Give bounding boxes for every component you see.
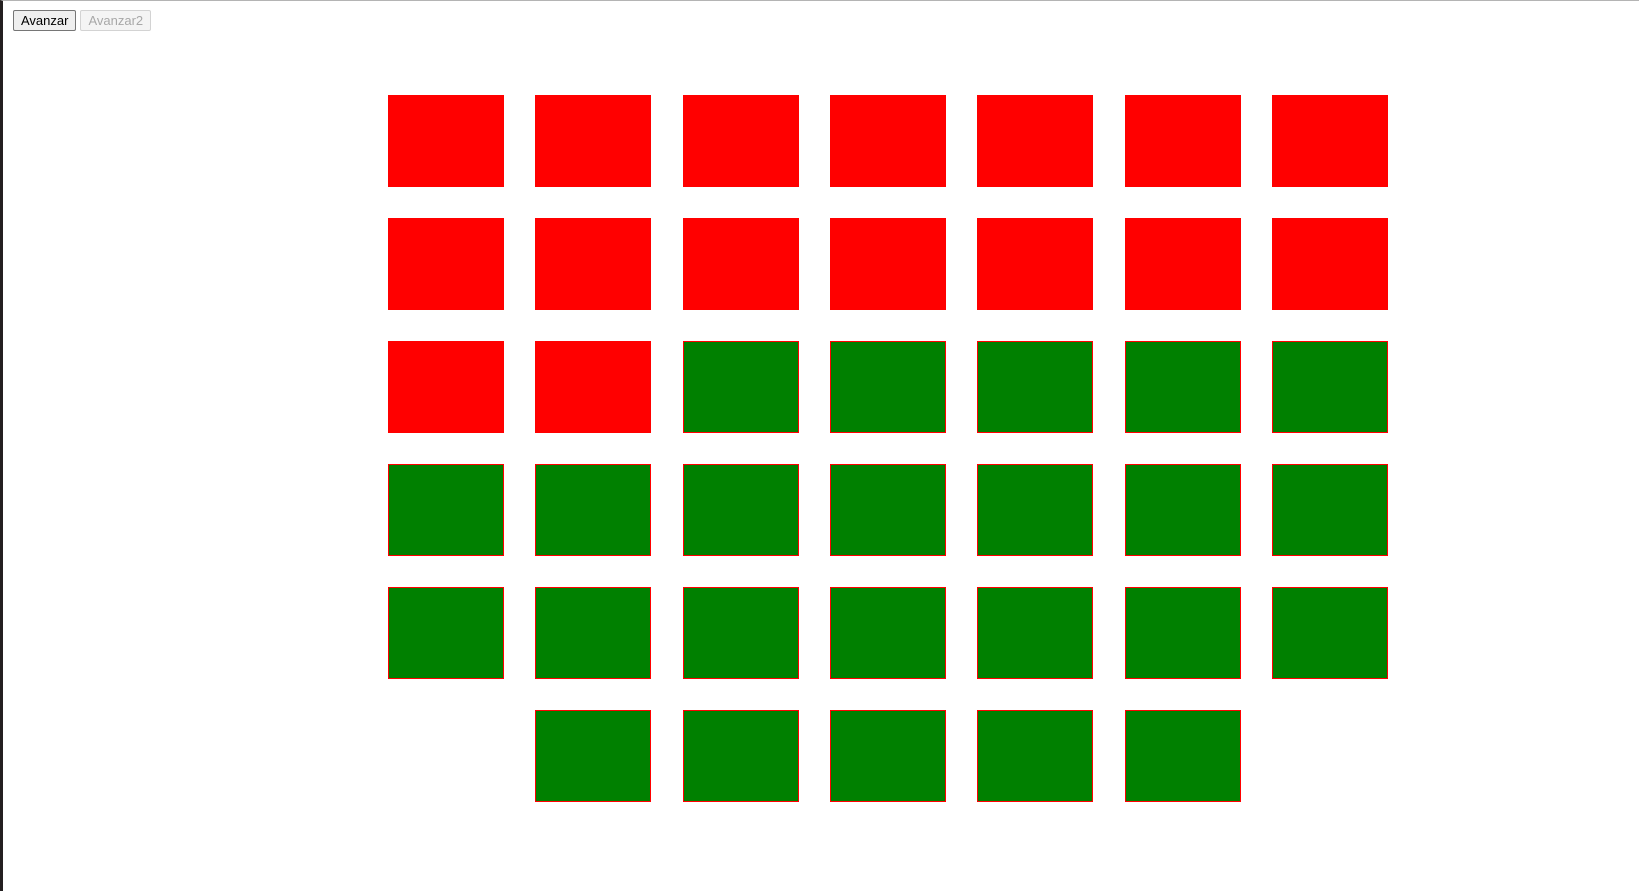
cell-grid — [3, 1, 1639, 892]
grid-cell-green — [535, 464, 651, 556]
avanzar2-button: Avanzar2 — [80, 10, 151, 31]
grid-cell-red — [1125, 95, 1241, 187]
grid-cell-red — [388, 218, 504, 310]
grid-cell-red — [388, 95, 504, 187]
grid-cell-red — [388, 341, 504, 433]
grid-cell-green — [1272, 464, 1388, 556]
grid-cell-red — [1272, 95, 1388, 187]
avanzar-button[interactable]: Avanzar — [13, 10, 76, 31]
grid-cell-green — [1125, 341, 1241, 433]
grid-cell-red — [683, 218, 799, 310]
grid-cell-red — [535, 341, 651, 433]
grid-cell-green — [388, 464, 504, 556]
grid-cell-red — [977, 95, 1093, 187]
grid-cell-green — [977, 710, 1093, 802]
grid-cell-green — [535, 710, 651, 802]
grid-cell-green — [683, 710, 799, 802]
grid-cell-red — [830, 95, 946, 187]
grid-cell-red — [830, 218, 946, 310]
grid-cell-green — [1272, 341, 1388, 433]
grid-cell-red — [535, 218, 651, 310]
grid-cell-green — [977, 464, 1093, 556]
grid-cell-green — [1125, 587, 1241, 679]
grid-cell-green — [535, 587, 651, 679]
grid-cell-green — [830, 341, 946, 433]
grid-cell-green — [388, 587, 504, 679]
grid-cell-green — [1272, 587, 1388, 679]
grid-cell-red — [1272, 218, 1388, 310]
grid-cell-red — [977, 218, 1093, 310]
grid-cell-green — [830, 587, 946, 679]
grid-cell-red — [1125, 218, 1241, 310]
grid-cell-green — [683, 464, 799, 556]
grid-cell-red — [683, 95, 799, 187]
grid-cell-green — [683, 341, 799, 433]
grid-cell-green — [683, 587, 799, 679]
grid-cell-green — [830, 464, 946, 556]
grid-cell-green — [977, 341, 1093, 433]
grid-cell-red — [535, 95, 651, 187]
grid-cell-green — [830, 710, 946, 802]
grid-cell-green — [1125, 710, 1241, 802]
grid-cell-green — [977, 587, 1093, 679]
grid-cell-green — [1125, 464, 1241, 556]
